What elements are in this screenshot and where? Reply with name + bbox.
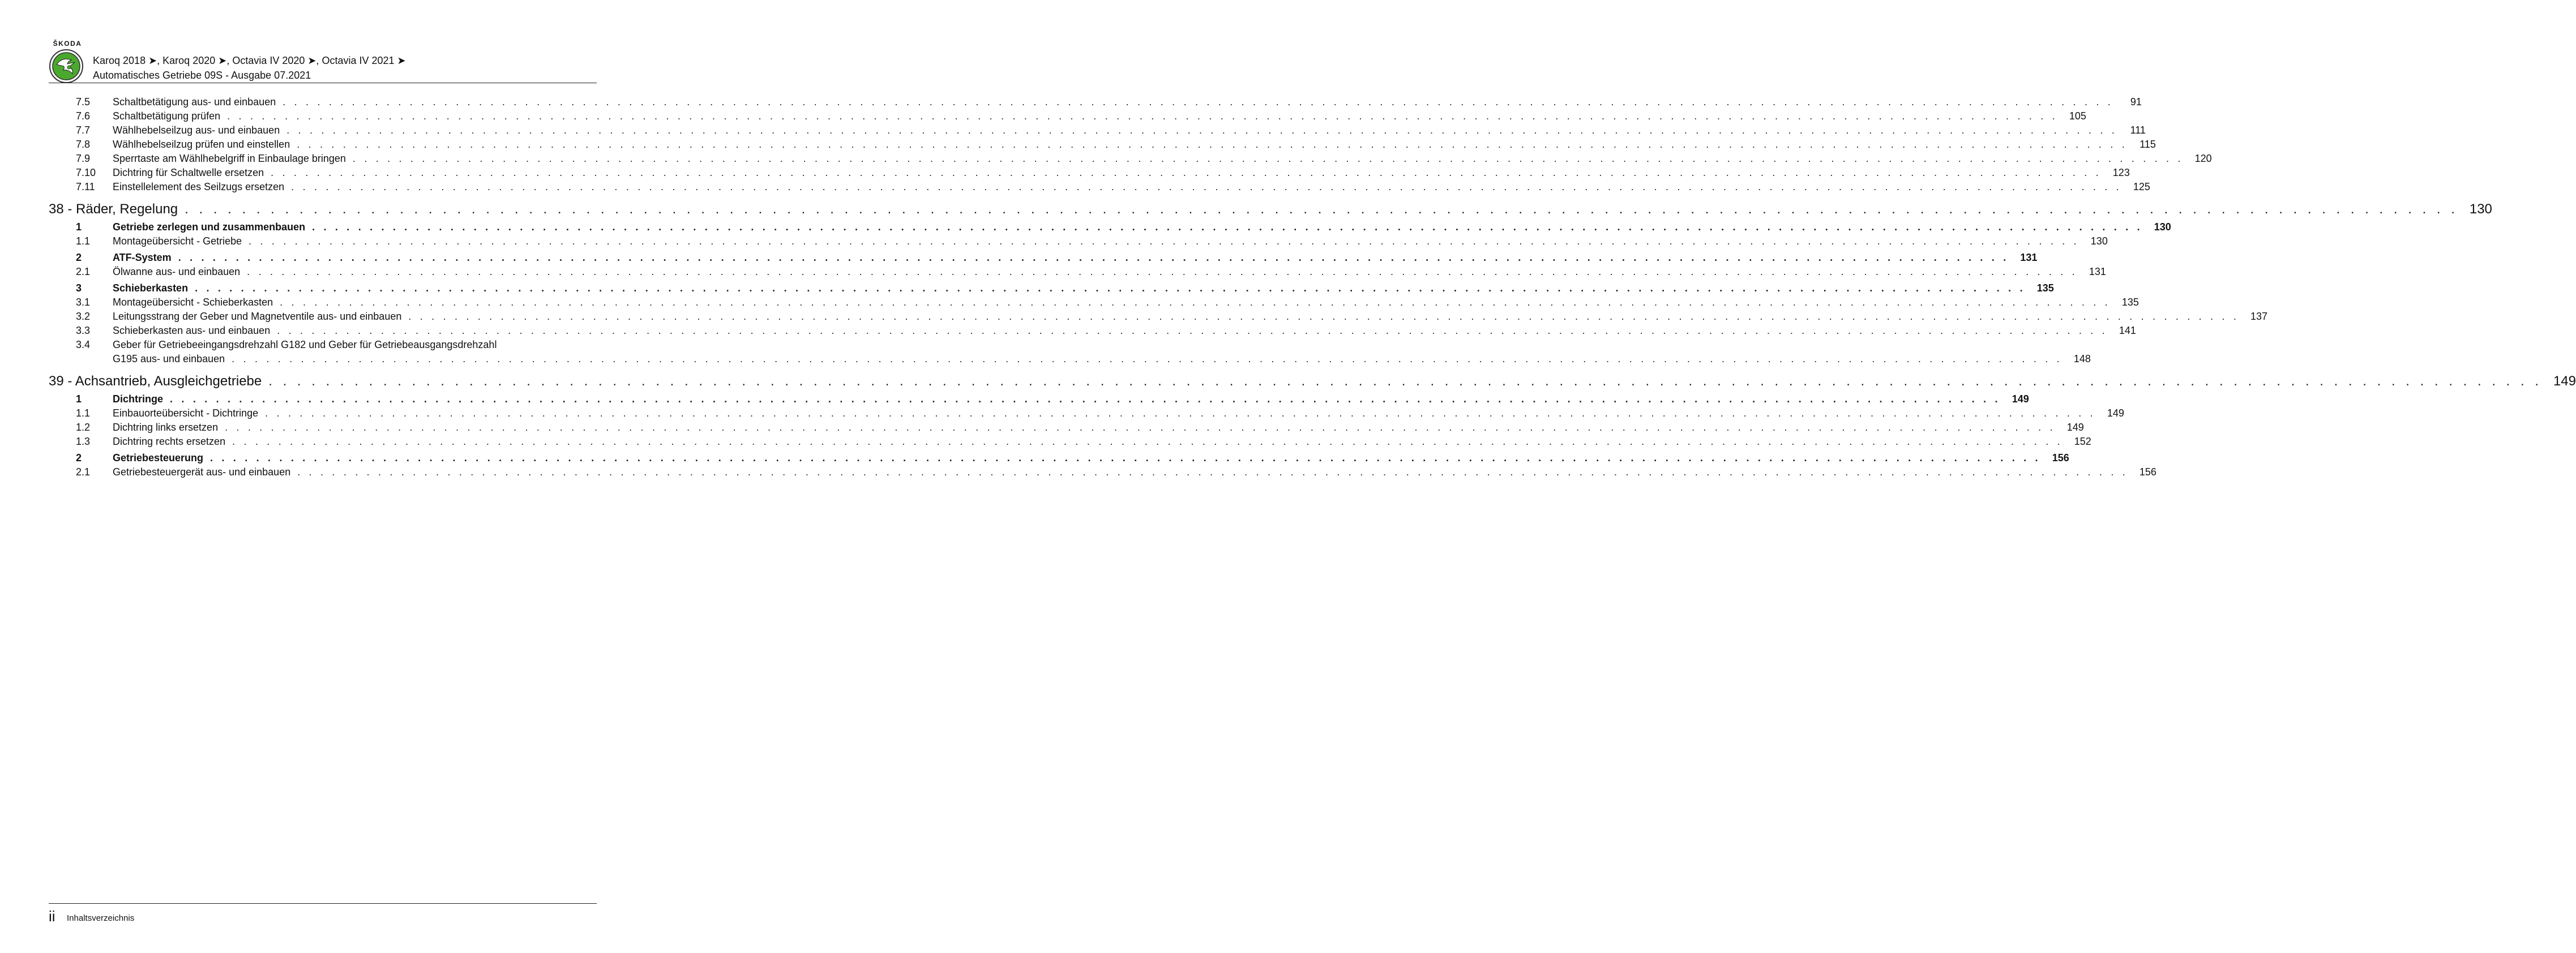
toc-title: Dichtring rechts ersetzen	[113, 436, 226, 447]
toc-page: 130	[2154, 221, 2171, 233]
toc-page: 91	[2130, 96, 2142, 108]
toc-entry[interactable]	[49, 95, 2142, 109]
toc-page: 141	[2119, 325, 2136, 336]
toc-title: ATF-System	[113, 252, 172, 263]
toc-leader	[249, 234, 2079, 248]
toc-leader	[291, 180, 2122, 194]
toc-entry[interactable]	[49, 338, 2091, 366]
toc-page: 149	[2107, 407, 2124, 419]
toc-page: 156	[2139, 466, 2156, 478]
toc-page: 130	[2469, 201, 2492, 217]
toc-number: 2.1	[76, 266, 91, 277]
toc-title: Einstellelement des Seilzugs ersetzen	[113, 181, 285, 192]
toc-page: 152	[2074, 436, 2091, 447]
toc-entry[interactable]	[49, 152, 2212, 166]
toc-leader	[210, 451, 2041, 465]
header-models: Karoq 2018 ➤, Karoq 2020 ➤, Octavia IV 2020 ➤, Octavia IV 2021 ➤	[93, 55, 406, 66]
toc-number: 7.8	[76, 139, 91, 150]
toc-entry[interactable]	[49, 406, 2124, 420]
toc-leader	[283, 95, 2113, 109]
toc-number: 2	[76, 252, 82, 263]
toc-entry[interactable]	[49, 295, 2139, 310]
toc-leader	[353, 152, 2184, 166]
skoda-emblem-icon	[49, 49, 84, 84]
toc-chapter-title: 39 - Achsantrieb, Ausgleichgetriebe	[49, 374, 262, 389]
toc-title: Montageübersicht - Getriebe	[113, 235, 242, 247]
skoda-logo	[49, 40, 86, 84]
toc-number: 3.3	[76, 325, 91, 336]
toc-page: 120	[2194, 153, 2212, 164]
toc-entry[interactable]	[49, 435, 2091, 449]
toc-number: 2.1	[76, 466, 91, 478]
toc-number: 3	[76, 282, 82, 294]
toc-page: 130	[2090, 235, 2108, 247]
table-of-contents	[49, 95, 2576, 479]
toc-leader	[195, 281, 2026, 295]
toc-number: 7.5	[76, 96, 91, 108]
toc-leader	[178, 251, 2009, 265]
toc-page: 135	[2121, 297, 2139, 308]
toc-leader	[312, 220, 2143, 234]
toc-entry[interactable]	[49, 265, 2106, 279]
toc-page: 137	[2250, 311, 2268, 322]
toc-number: 7.9	[76, 153, 91, 164]
toc-title: Dichtring links ersetzen	[113, 422, 219, 433]
footer-page-number: ii	[49, 908, 55, 925]
toc-leader	[271, 166, 2102, 180]
toc-section[interactable]	[49, 392, 2029, 406]
toc-leader	[232, 435, 2063, 449]
toc-title: Sperrtaste am Wählhebelgriff in Einbaulage bringen	[113, 153, 346, 164]
toc-title: Schaltbetätigung prüfen	[113, 110, 221, 122]
toc-title: Dichtring für Schaltwelle ersetzen	[113, 167, 264, 178]
toc-title: Getriebesteuerung	[113, 452, 204, 463]
toc-page: 149	[2553, 374, 2576, 389]
toc-entry[interactable]	[49, 166, 2130, 180]
toc-title: Schaltbetätigung aus- und einbauen	[113, 96, 276, 108]
toc-entry[interactable]	[49, 310, 2268, 324]
toc-leader	[225, 420, 2056, 435]
toc-page: 149	[2066, 422, 2084, 433]
header-subtitle: Automatisches Getriebe 09S - Ausgabe 07.2021	[93, 70, 311, 81]
toc-leader	[227, 109, 2058, 123]
toc-leader	[286, 123, 2117, 138]
toc-number: 7.6	[76, 110, 91, 122]
toc-leader	[170, 392, 2001, 406]
toc-leader	[232, 352, 2062, 366]
footer-section-label: Inhaltsverzeichnis	[67, 913, 135, 923]
toc-page: 105	[2069, 110, 2086, 122]
toc-title: Geber für Getriebeeingangsdrehzahl G182 und Geber für Getriebeausgangsdrehzahl	[113, 339, 497, 350]
toc-page: 111	[2130, 125, 2146, 136]
toc-title-block	[113, 338, 2062, 366]
toc-title: Schieberkasten aus- und einbauen	[113, 325, 271, 336]
toc-number: 3.4	[76, 339, 91, 350]
toc-chapter[interactable]	[49, 372, 2576, 391]
toc-entry[interactable]	[49, 138, 2156, 152]
toc-section[interactable]	[49, 251, 2038, 265]
toc-page: 148	[2073, 353, 2091, 364]
toc-title: Wählhebelseilzug prüfen und einstellen	[113, 139, 290, 150]
toc-leader	[277, 324, 2108, 338]
toc-entry[interactable]	[49, 180, 2150, 194]
toc-leader	[247, 265, 2078, 279]
toc-section[interactable]	[49, 220, 2171, 234]
toc-leader	[280, 295, 2111, 310]
toc-title: Einbauorteübersicht - Dichtringe	[113, 407, 259, 419]
toc-leader	[185, 200, 2458, 219]
toc-number: 1	[76, 393, 82, 405]
toc-title: Getriebesteuergerät aus- und einbauen	[113, 466, 291, 478]
brand-wordmark: ŠKODA	[53, 40, 82, 48]
toc-title: Getriebe zerlegen und zusammenbauen	[113, 221, 306, 233]
toc-entry[interactable]	[49, 123, 2146, 138]
toc-number: 7.11	[76, 181, 95, 192]
toc-title: Dichtringe	[113, 393, 164, 405]
toc-page: 135	[2036, 282, 2054, 294]
toc-entry[interactable]	[49, 324, 2136, 338]
toc-title: Schieberkasten	[113, 282, 189, 294]
toc-entry[interactable]	[49, 465, 2156, 479]
toc-number: 1.3	[76, 436, 91, 447]
toc-page: 125	[2133, 181, 2150, 192]
toc-leader	[297, 465, 2128, 479]
toc-page: 156	[2052, 452, 2069, 463]
toc-chapter[interactable]	[49, 200, 2492, 219]
toc-entry[interactable]	[49, 420, 2084, 435]
toc-entry[interactable]	[49, 109, 2086, 123]
toc-title-continued: G195 aus- und einbauen	[113, 353, 225, 364]
toc-page: 115	[2139, 139, 2156, 150]
toc-leader	[408, 310, 2239, 324]
toc-number: 2	[76, 452, 82, 463]
toc-title: Ölwanne aus- und einbauen	[113, 266, 241, 277]
toc-page: 131	[2089, 266, 2106, 277]
toc-chapter-title: 38 - Räder, Regelung	[49, 201, 178, 217]
toc-number: 1.1	[76, 235, 91, 247]
toc-number: 7.10	[76, 167, 96, 178]
toc-number: 1.2	[76, 422, 91, 433]
toc-title: Leitungsstrang der Geber und Magnetventile aus- und einbauen	[113, 311, 402, 322]
toc-page: 123	[2112, 167, 2130, 178]
toc-entry[interactable]	[49, 234, 2108, 248]
toc-title: Montageübersicht - Schieberkasten	[113, 297, 273, 308]
toc-number: 1.1	[76, 407, 91, 419]
toc-leader	[268, 372, 2542, 391]
toc-number: 3.1	[76, 297, 91, 308]
toc-leader	[265, 406, 2096, 420]
toc-number: 3.2	[76, 311, 91, 322]
toc-page: 131	[2020, 252, 2038, 263]
toc-leader	[297, 138, 2128, 152]
toc-number: 7.7	[76, 125, 91, 136]
footer-divider	[49, 903, 597, 904]
toc-number: 1	[76, 221, 82, 233]
toc-section[interactable]	[49, 281, 2054, 295]
toc-title: Wählhebelseilzug aus- und einbauen	[113, 125, 280, 136]
toc-page: 149	[2012, 393, 2029, 405]
toc-section[interactable]	[49, 451, 2069, 465]
